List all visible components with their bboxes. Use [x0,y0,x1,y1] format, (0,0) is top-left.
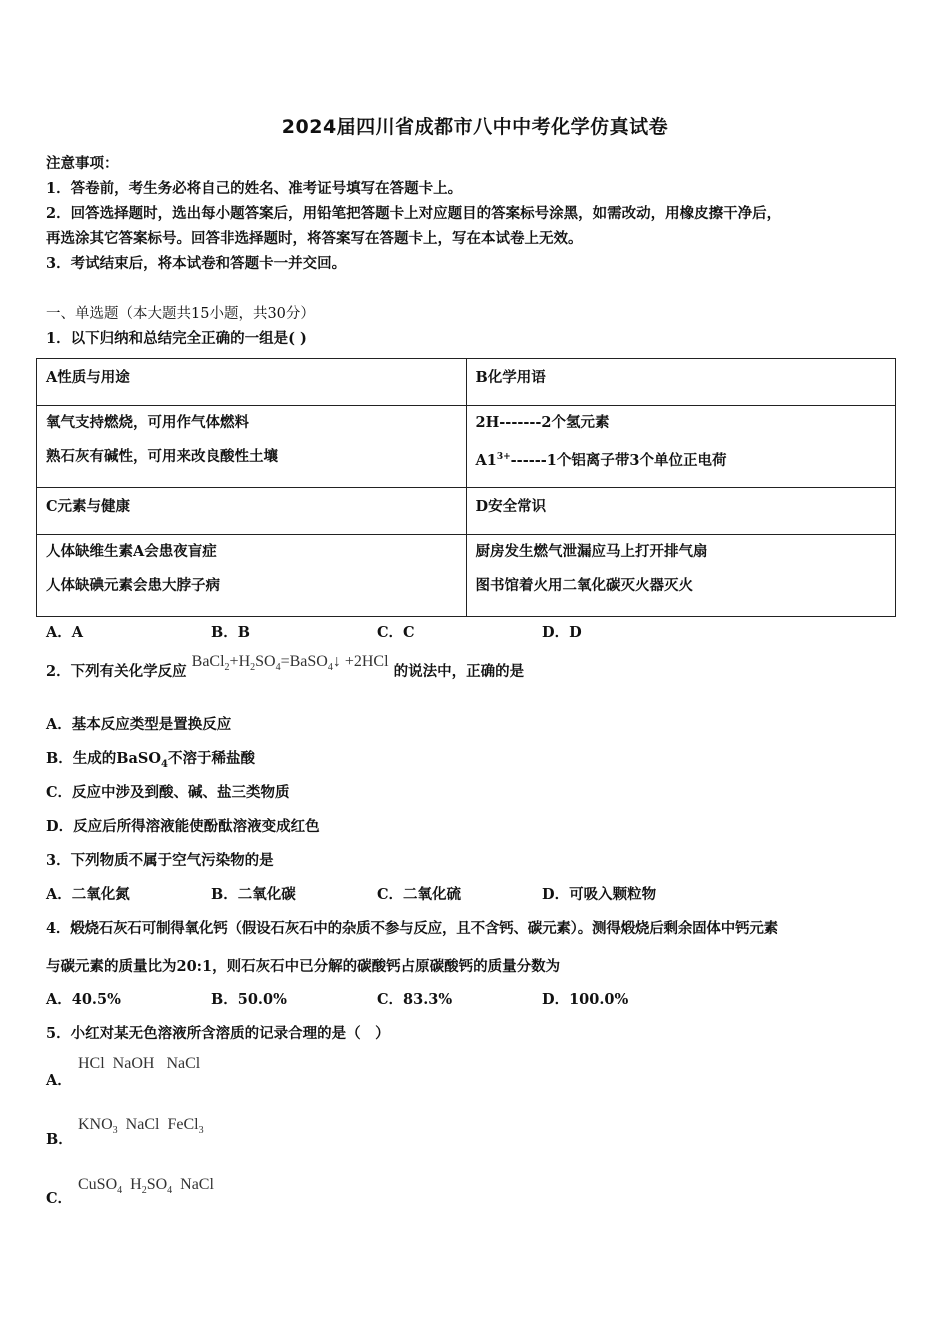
q5-stem: 5．小红对某无色溶液所含溶质的记录合理的是（ ） [46,1025,390,1042]
q5-option-c-formula: CuSO$_4$ $H_2SO_4$ NaCl [78,1176,214,1197]
q1-d-line-2: 图书馆着火用二氧化碳灭火器灭火 [475,577,693,594]
q1-cell-a-head: A性质与用途 [37,359,467,406]
q1-cell-b-head: B化学用语 [466,359,896,406]
q2-stem [46,653,525,683]
q4-stem-line-2: 与碳元素的质量比为20:1，则石灰石中已分解的碳酸钙占原碳酸钙的质量分数为 [46,958,561,975]
q1-option-b[interactable]: B．B [211,624,251,641]
q5-option-a-formula: HCl NaOH NaCl [78,1055,201,1072]
q1-cell-b-body [466,406,896,488]
q1-b-line-1: 2H-------2个氢元素 [475,414,610,431]
q2-equation: $BaCl_2+H_2SO_4=BaSO_4↓ +2HCl$ [191,653,389,674]
notice-item-3: 3．考试结束后，将本试卷和答题卡一并交回。 [46,255,347,272]
q4-stem-line-1: 4．煅烧石灰石可制得氧化钙（假设石灰石中的杂质不参与反应，且不含钙、碳元素）。测得煅烧后剩余固体中钙元素 [46,920,778,937]
q2-option-d[interactable]: D．反应后所得溶液能使酚酞溶液变成红色 [46,818,320,835]
q4-option-a[interactable]: A．40.5% [46,991,121,1008]
notice-item-2-line-2: 再选涂其它答案标号。回答非选择题时，将答案写在答题卡上，写在本试卷上无效。 [46,230,583,247]
q5-option-b-label: B． [46,1131,73,1148]
section-heading: 一、单选题（本大题共15小题，共30分） [46,306,315,322]
q1-a-line-2: 熟石灰有碱性，可用来改良酸性土壤 [46,448,278,465]
q1-a-line-1: 氧气支持燃烧，可用作气体燃料 [46,414,249,431]
q1-b-line-2-pre: A1 [475,451,497,469]
q1-c-line-1: 人体缺维生素A会患夜盲症 [46,543,217,560]
q1-option-d[interactable]: D．D [542,624,582,641]
q1-b-line-2-post: ------1个铝离子带3个单位正电荷 [510,451,727,469]
page-title: 2024届四川省成都市八中中考化学仿真试卷 [281,116,669,138]
q4-option-b[interactable]: B．50.0% [211,991,287,1008]
q4-option-d[interactable]: D．100.0% [542,991,629,1008]
q5-option-b[interactable] [46,1128,73,1149]
q1-cell-a-body [37,406,467,488]
q1-cell-d-head: D安全常识 [466,488,896,535]
q1-cell-d-body [466,535,896,617]
q3-option-c[interactable]: C．二氧化硫 [377,886,462,903]
q1-c-line-2: 人体缺碘元素会患大脖子病 [46,577,220,594]
q1-cell-c-body [37,535,467,617]
q5-option-c[interactable] [46,1187,72,1208]
notice-heading: 注意事项： [46,155,119,172]
notice-item-1: 1．答卷前，考生务必将自己的姓名、准考证号填写在答题卡上。 [46,180,463,197]
q2-option-c[interactable]: C．反应中涉及到酸、碱、盐三类物质 [46,784,290,801]
q2-stem-pre: 2．下列有关化学反应 [46,663,187,680]
q1-stem: 1．以下归纳和总结完全正确的一组是( ) [46,330,307,347]
notice-item-2-line-1: 2．回答选择题时，选出每小题答案后，用铅笔把答题卡上对应题目的答案标号涂黑，如需改动，用橡皮擦干净后， [46,205,782,222]
q5-option-c-label: C． [46,1190,73,1207]
q3-option-b[interactable]: B．二氧化碳 [211,886,296,903]
q2-option-a[interactable]: A．基本反应类型是置换反应 [46,716,232,733]
q3-option-d[interactable]: D．可吸入颗粒物 [542,886,657,903]
q1-b-line-2 [476,440,887,478]
q1-b-line-2-sup: 3+ [496,452,511,462]
q5-option-a-label: A． [46,1072,72,1089]
q2-option-b[interactable]: B．生成的BaSO$_4$不溶于稀盐酸 [46,750,255,770]
q2-stem-post: 的说法中，正确的是 [393,663,525,680]
q1-d-line-1: 厨房发生燃气泄漏应马上打开排气扇 [475,543,708,560]
q5-option-b-formula: $KNO_3$ NaCl FeCl$_3$ [78,1116,204,1137]
q1-option-a[interactable]: A．A [46,624,84,641]
q3-option-a[interactable]: A．二氧化氮 [46,886,130,903]
q4-option-c[interactable]: C．83.3% [377,991,453,1008]
q5-option-a[interactable] [46,1069,72,1090]
q1-option-c[interactable]: C．C [377,624,415,641]
q1-table [36,358,896,617]
q3-stem: 3．下列物质不属于空气污染物的是 [46,852,274,869]
q1-cell-c-head: C元素与健康 [37,488,467,535]
